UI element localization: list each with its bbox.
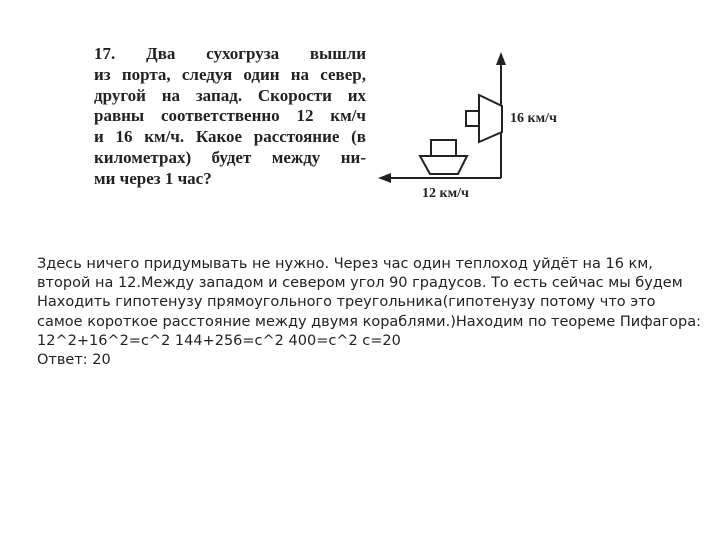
north-arrowhead <box>496 52 506 65</box>
north-ship-cabin <box>466 111 479 126</box>
problem-line: километрах) будет между ни- <box>94 147 366 167</box>
west-speed-label: 12 км/ч <box>422 186 469 201</box>
west-ship-cabin <box>431 140 456 156</box>
ships-diagram <box>370 48 590 208</box>
solution-answer: Ответ: 20 <box>37 352 111 369</box>
problem-statement <box>94 44 366 190</box>
problem-line: ми через 1 час? <box>94 168 212 188</box>
problem-line: другой на запад. Скорости их <box>94 85 366 105</box>
north-ship-hull <box>479 95 502 142</box>
problem-line: равны соответственно 12 км/ч <box>94 106 366 126</box>
north-ship <box>466 95 502 142</box>
west-ship-hull <box>420 156 467 174</box>
solution-line: второй на 12.Между западом и севером угол 90 градусов. То есть сейчас мы будем <box>37 275 683 292</box>
solution-line: самое короткое расстояние между двумя кораблями.)Находим по теореме Пифагора: <box>37 313 701 330</box>
solution-line: Находить гипотенузу прямоугольного треугольника(гипотенузу потому что это <box>37 294 656 311</box>
problem-line: 17. Два сухогруза вышли <box>94 44 366 63</box>
solution-line: Здесь ничего придумывать не нужно. Через час один теплоход уйдёт на 16 км, <box>37 256 653 272</box>
problem-line: из порта, следуя один на север, <box>94 64 366 84</box>
north-speed-label: 16 км/ч <box>510 111 557 126</box>
solution-equation: 12^2+16^2=c^2 144+256=c^2 400=c^2 c=20 <box>37 332 401 349</box>
ships-diagram-svg <box>370 48 590 208</box>
west-arrowhead <box>378 173 391 183</box>
west-ship <box>420 140 467 174</box>
problem-line: и 16 км/ч. Какое расстояние (в <box>94 127 366 147</box>
solution-text <box>37 255 717 370</box>
